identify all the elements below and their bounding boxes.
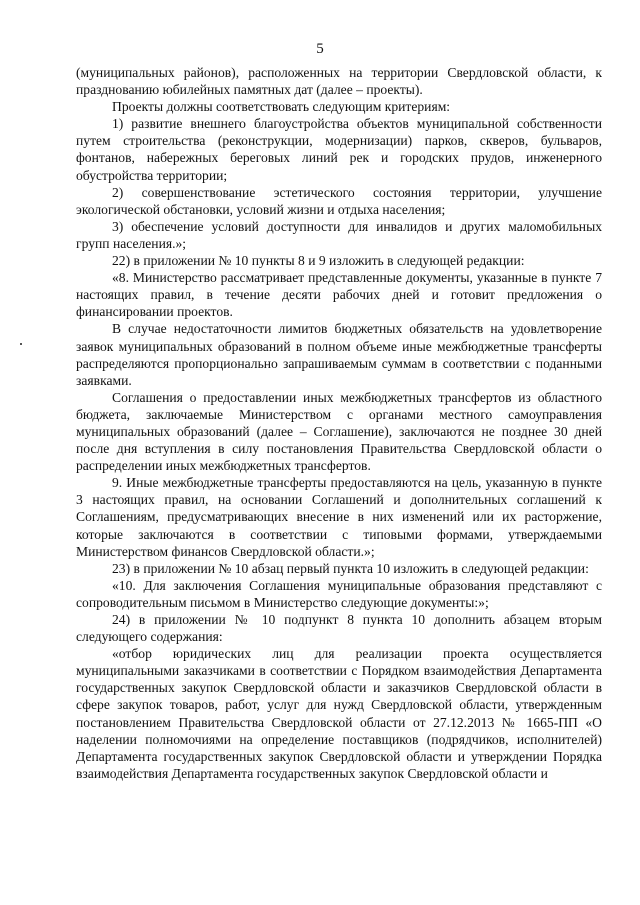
paragraph-point-8: «8. Министерство рассматривает представленные документы, указанные в пункте 7 настоящих правил, в течение десяти рабочих дней и готовит предложения о финансировании проектов. <box>76 270 602 320</box>
paragraph-criterion-1: 1) развитие внешнего благоустройства объектов муниципальной собственности путем строительства (реконструкции, модернизации) парков, скверов, бульваров, фонтанов, набережных береговых линий рек и городских прудов, инженерного обустройства территории; <box>76 116 602 183</box>
paragraph-criterion-3: 3) обеспечение условий доступности для инвалидов и других маломобильных групп населения.»; <box>76 218 602 251</box>
paragraph-selection: «отбор юридических лиц для реализации проекта осуществляется муниципальными заказчиками в соответствии с Порядком взаимодействия Департамента государственных закупок Свердловской области и заказчиков Свердловской области в сфере закупок товаров, работ, услуг для нужд Свердловской области, утвержденным постановлением Правительства Свердловской области от 27.12.2013 № 1665-ПП «О наделении полномочиями на определение поставщиков (подрядчиков, исполнителей) Департамента государственных закупок Свердловской области и утверждении Порядка взаимодействия Департамента государственных закупок Свердловской области и <box>76 646 602 781</box>
paragraph-item-23: 23) в приложении № 10 абзац первый пункта 10 изложить в следующей редакции: <box>112 560 589 576</box>
paragraph-agreements: Соглашения о предоставлении иных межбюджетных трансфертов из областного бюджета, заключаемые Министерством с органами местного самоуправления муниципальных образований (далее – Соглашение), заключаются не позднее 30 дней после дня вступления в силу постановления Правительства Свердловской области о распределении иных межбюджетных трансфертов. <box>76 389 602 474</box>
paragraph-item-22: 22) в приложении № 10 пункты 8 и 9 изложить в следующей редакции: <box>112 253 525 269</box>
paragraph-item-24: 24) в приложении № 10 подпункт 8 пункта 10 дополнить абзацем вторым следующего содержания: <box>76 612 602 645</box>
paragraph-continuation: (муниципальных районов), расположенных на территории Свердловской области, к празднованию юбилейных памятных дат (далее – проекты). <box>76 65 602 98</box>
paragraph-criteria-intro: Проекты должны соответствовать следующим критериям: <box>112 99 451 115</box>
document-body <box>76 64 602 782</box>
scan-dot <box>20 343 22 345</box>
paragraph-point-10: «10. Для заключения Соглашения муниципальные образования представляют с сопроводительным письмом в Министерство следующие документы:»; <box>76 577 602 610</box>
paragraph-criterion-2: 2) совершенствование эстетического состояния территории, улучшение экологической обстановки, условий жизни и отдыха населения; <box>76 184 602 217</box>
page-number: 5 <box>316 41 324 57</box>
paragraph-point-9: 9. Иные межбюджетные трансферты предоставляются на цель, указанную в пункте 3 настоящих правил, на основании Соглашений и дополнительных соглашений к Соглашениям, предусматривающих внесение в них изменений или их расторжение, которые заключаются в соответствии с типовыми формами, утверждаемыми Министерством финансов Свердловской области.»; <box>76 475 602 559</box>
paragraph-insufficient-limits: В случае недостаточности лимитов бюджетных обязательств на удовлетворение заявок муниципальных образований в полном объеме иные межбюджетные трансферты распределяются пропорционально запрашиваемым суммам в соответствии с поданными заявками. <box>76 321 602 388</box>
